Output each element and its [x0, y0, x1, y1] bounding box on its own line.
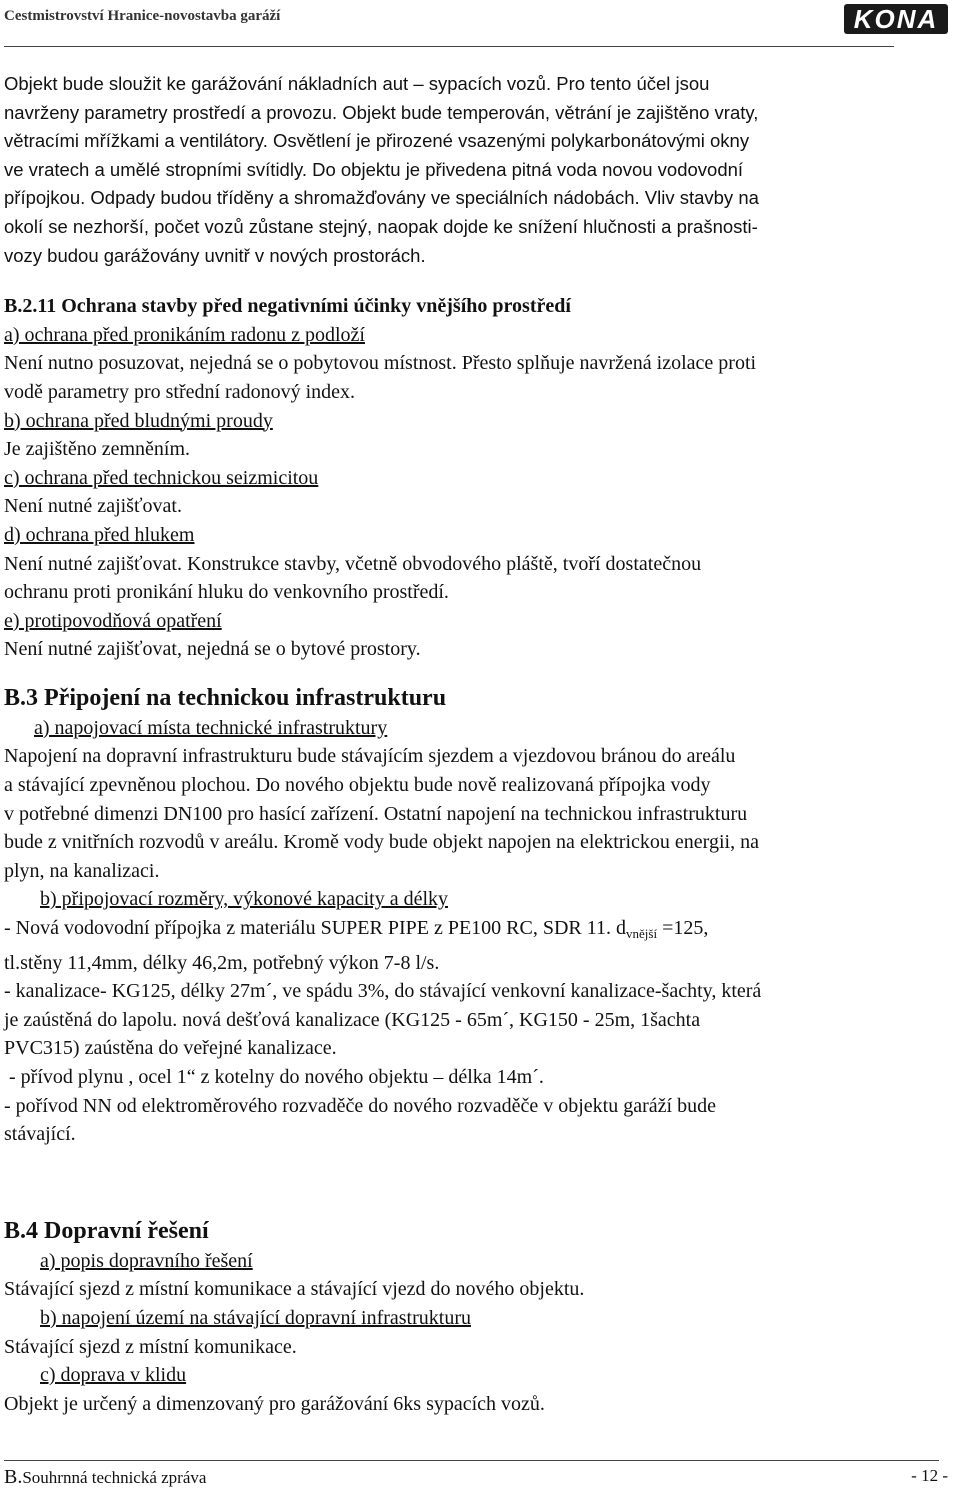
heading-text: 3 Připojení na technickou infrastrukturu	[26, 684, 447, 711]
text-line: stávající.	[4, 1123, 76, 1146]
subsection-title: b) napojení území na stávající dopravní infrastrukturu	[40, 1306, 471, 1329]
kona-logo	[842, 0, 952, 40]
text-line: Není nutné zajišťovat.	[4, 495, 182, 518]
section-heading	[4, 1215, 956, 1247]
text-line: PVC315) zaústěna do veřejné kanalizace.	[4, 1037, 337, 1060]
text-line: Není nutné zajišťovat, nejedná se o bytové prostory.	[4, 638, 421, 661]
subsection-title: a) popis dopravního řešení	[40, 1249, 253, 1272]
subsection-title: e) protipovodňová opatření	[4, 609, 222, 632]
text-line: - pořívod NN od elektroměrového rozvaděče do nového rozvaděče v objektu garáží bude	[4, 1094, 716, 1117]
footer-text: Souhrnná technická zpráva	[22, 1468, 207, 1487]
text-line: Napojení na dopravní infrastrukturu bude stávajícím sjezdem a vjezdovou bránou do areálu	[4, 745, 736, 768]
text-line: vozy budou garážovány uvnitř v nových prostorách.	[4, 244, 426, 266]
subsection-title: b) připojovací rozměry, výkonové kapacity a délky	[40, 888, 449, 911]
section-b4	[4, 1215, 956, 1419]
footer-prefix: B.	[4, 1466, 23, 1488]
subsection-title: a) napojovací místa technické infrastruktury	[34, 716, 388, 739]
text-line: Je zajištěno zemněním.	[4, 438, 191, 461]
heading-text: 4 Dopravní řešení	[26, 1217, 209, 1244]
footer-divider	[4, 1460, 939, 1461]
text-line: - kanalizace- KG125, délky 27m´, ve spádu 3%, do stávající venkovní kanalizace-šachty, která	[4, 980, 762, 1003]
text-line	[4, 914, 956, 949]
subsection-title: c) ochrana před technickou seizmicitou	[4, 466, 319, 489]
section-b3	[4, 682, 956, 1149]
text-line: Objekt bude sloužit ke garážování nákladních aut – sypacích vozů. Pro tento účel jsou	[4, 73, 710, 94]
text-line: je zaústěná do lapolu. nová dešťová kanalizace (KG125 - 65m´, KG150 - 25m, 1šachta	[4, 1008, 701, 1031]
footer-title	[4, 1466, 206, 1489]
section-b211	[4, 292, 956, 664]
section-heading	[4, 682, 956, 714]
document-body	[4, 70, 956, 1418]
text-line: ve vratech a umělé stropními svítidly. Do objektu je přivedena pitná voda novou vodovodní	[4, 158, 744, 180]
subsection-title: d) ochrana před hlukem	[4, 523, 195, 546]
text-line: plyn, na kanalizaci.	[4, 859, 160, 882]
logo-text: KONA	[853, 4, 939, 34]
text-segment: =125,	[657, 917, 709, 940]
header-title: Cestmistrovství Hranice-novostavba garáží	[4, 8, 281, 24]
text-line: - přívod plynu , ocel 1“ z kotelny do nového objektu – délka 14m´.	[4, 1066, 544, 1088]
page-header	[0, 0, 960, 40]
text-line: navrženy parametry prostředí a provozu. Objekt bude temperován, větrání je zajištěno vraty,	[4, 101, 759, 123]
subsection-title: c) doprava v klidu	[40, 1364, 187, 1387]
text-segment: - Nová vodovodní přípojka z materiálu SUPER PIPE z PE100 RC, SDR 11. d	[4, 917, 627, 940]
page-number: - 12 -	[911, 1466, 948, 1485]
header-divider	[4, 46, 894, 47]
text-line: v potřebné dimenzi DN100 pro hasící zařízení. Ostatní napojení na technickou infrastrukturu	[4, 802, 748, 825]
text-line: ochranu proti pronikání hluku do venkovního prostředí.	[4, 581, 449, 604]
text-line: Stávající sjezd z místní komunikace a stávající vjezd do nového objektu.	[4, 1278, 585, 1301]
text-line: Není nutné zajišťovat. Konstrukce stavby, včetně obvodového pláště, tvoří dostatečnou	[4, 552, 702, 575]
section-heading: B.2.11 Ochrana stavby před negativními účinky vnějšího prostředí	[4, 295, 571, 318]
text-line: okolí se nezhorší, počet vozů zůstane stejný, naopak dojde ke snížení hlučnosti a prašnosti-	[4, 215, 758, 237]
subscript: vnější	[626, 926, 658, 942]
heading-prefix: B.	[4, 1217, 27, 1244]
text-line: a stávající zpevněnou plochou. Do nového objektu bude nově realizovaná přípojka vody	[4, 774, 711, 797]
text-line: tl.stěny 11,4mm, délky 46,2m, potřebný výkon 7-8 l/s.	[4, 951, 440, 974]
intro-paragraph	[4, 70, 956, 270]
subsection-title: b) ochrana před bludnými proudy	[4, 409, 273, 432]
text-line: Není nutno posuzovat, nejedná se o pobytovou místnost. Přesto splňuje navržená izolace proti	[4, 352, 757, 375]
heading-prefix: B.	[4, 684, 27, 711]
text-line: bude z vnitřních rozvodů v areálu. Kromě vody bude objekt napojen na elektrickou energii, na	[4, 831, 759, 854]
text-line: vodě parametry pro střední radonový index.	[4, 380, 356, 403]
text-line: Stávající sjezd z místní komunikace.	[4, 1335, 297, 1358]
text-line: Objekt je určený a dimenzovaný pro garážování 6ks sypacích vozů.	[4, 1392, 545, 1415]
text-line: větracími mřížkami a ventilátory. Osvětlení je přirozené vsazenými polykarbonátovými okny	[4, 130, 750, 152]
text-line: přípojkou. Odpady budou tříděny a shromažďovány ve speciálních nádobách. Vliv stavby na	[4, 187, 759, 209]
subsection-title: a) ochrana před pronikáním radonu z podloží	[4, 323, 365, 346]
